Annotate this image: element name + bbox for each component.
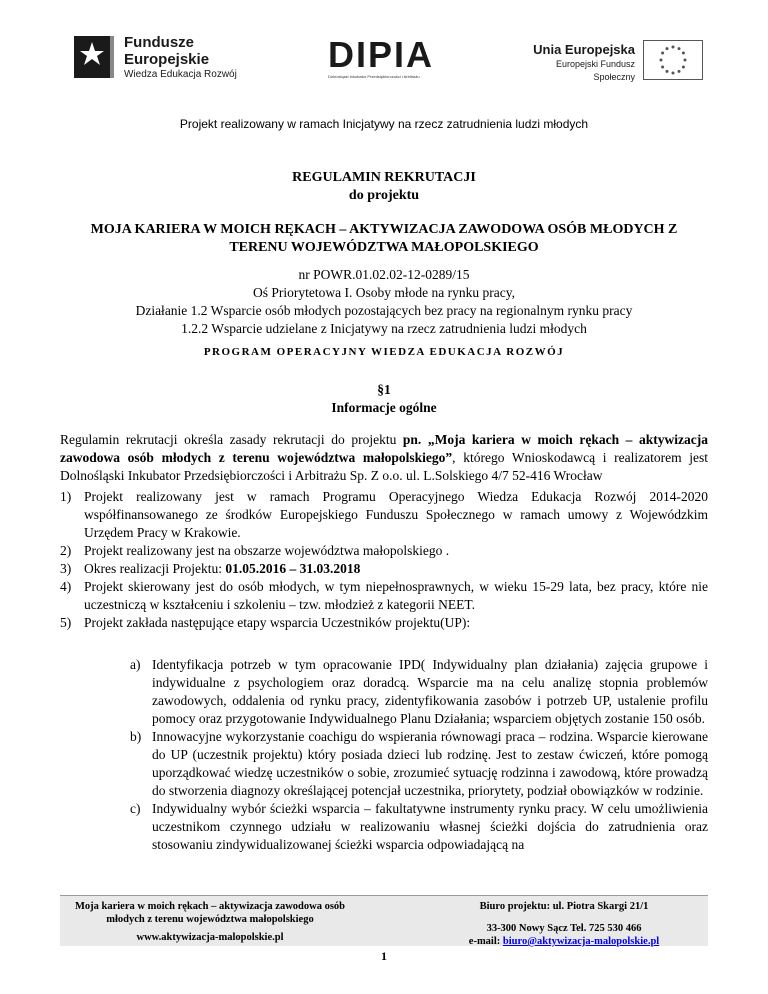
support-stages-list	[130, 656, 708, 854]
list-item-text: Projekt skierowany jest do osób młodych, w tym niepełnosprawnych, w wieku 15-29 lata, bez pracy, które nie uczestniczą w kształceniu i szkoleniu – tzw. młodzież z kategorii NEET.	[84, 579, 708, 612]
footer-project-name	[60, 900, 360, 926]
list-item	[60, 542, 708, 560]
footer-project-name-line1: Moja kariera w moich rękach – aktywizacja zawodowa osób	[74, 901, 346, 912]
page-footer	[60, 895, 708, 946]
list-item-number: 1)	[60, 489, 72, 504]
dipia-logo-word: DIPIA	[328, 34, 435, 75]
dipia-logo-subtitle: Dolnośląski Inkubator Przedsiębiorczości i Arbitrażu	[328, 74, 420, 79]
sublist-item-letter: a)	[130, 657, 141, 672]
list-item-text: Projekt zakłada następujące etapy wsparcia Uczestników projektu(UP):	[84, 615, 471, 630]
sublist-item-text: Innowacyjne wykorzystanie coachigu do wspierania równowagi praca – rodzina. Wsparcie kierowane do UP (uczestnik projektu) który posiada dzieci lub rodzinę. Jest to zestaw ćwiczeń, które pomogą uporządkować wiedzę uczestników o sobie, zrozumieć sytuację rodzinna i zawodową, które prowadzą do stworzenia diagnozy określającej potencjał uczestnika, priorytety, podział obowiązków w rodzinie.	[152, 729, 708, 798]
fundusze-europejskie-logo	[72, 30, 272, 90]
priority-axis: Oś Priorytetowa I. Osoby młode na rynku pracy,	[253, 285, 515, 300]
footer-office-address: Biuro projektu: ul. Piotra Skargi 21/1	[479, 901, 649, 912]
sublist-item	[130, 728, 708, 800]
footer-phone: 33-300 Nowy Sącz Tel. 725 530 466	[486, 923, 642, 934]
document-subtitle: do projektu	[348, 188, 420, 203]
intro-paragraph	[60, 431, 708, 485]
list-item-text: Projekt realizowany jest na obszarze województwa małopolskiego .	[84, 543, 450, 558]
intro-text-start: Regulamin rekrutacji określa zasady rekrutacji do projektu	[60, 432, 403, 447]
footer-website: www.aktywizacja-malopolskie.pl	[136, 932, 284, 943]
list-item	[60, 488, 708, 542]
ue-logo-line1: Unia Europejska	[533, 42, 635, 57]
list-item-number: 3)	[60, 561, 72, 576]
intro-text-end: , którego Wnioskodawcą i realizatorem jest Dolnośląski Inkubator Przedsiębiorczości i Arbitrażu Sp. Z o.o. ul. L.Solskiego 4/7 52-416 Wrocław	[60, 450, 708, 483]
project-title-line1: MOJA KARIERA W MOICH RĘKACH – AKTYWIZACJA ZAWODOWA OSÓB MŁODYCH Z	[90, 222, 678, 237]
project-title-line2: TERENU WOJEWÓDZTWA MAŁOPOLSKIEGO	[229, 240, 539, 255]
sublist-item-letter: c)	[130, 801, 141, 816]
list-item-text: Okres realizacji Projektu:	[84, 561, 226, 576]
measure-line: Działanie 1.2 Wsparcie osób młodych pozostających bez pracy na regionalnym rynku pracy	[135, 303, 633, 318]
list-item	[60, 560, 708, 578]
submeasure-line: 1.2.2 Wsparcie udzielane z Inicjatywy na rzecz zatrudnienia ludzi młodych	[181, 321, 587, 336]
fe-logo-line1: Fundusze	[124, 34, 194, 51]
sublist-item-text: Identyfikacja potrzeb w tym opracowanie IPD( Indywidualny plan działania) zajęcia grupowe i indywidualne z psychologiem oraz doradcą. Wsparcie ma na celu analizę stopnia problemów zawodowych, oddalenia od rynku pracy, zidentyfikowania zasobów i potrzeb UP, ustalenie profilu pomocy oraz przygotowanie Indywidualnego Planu Działania; wsparciem objętych zostanie 150 osób.	[152, 657, 708, 726]
sublist-item-text: Indywidualny wybór ścieżki wsparcia – fakultatywne instrumenty rynku pracy. W celu umożliwienia uczestnikom czynnego udziału w realizowaniu własnej ścieżki dojścia do zatrudnienia oraz stosowaniu zindywidualizowanej ścieżki wsparcia odpowiadającą na	[152, 801, 708, 852]
list-item	[60, 578, 708, 614]
footer-contact	[420, 922, 708, 948]
project-period: 01.05.2016 – 31.03.2018	[225, 561, 361, 576]
list-item-text: Projekt realizowany jest w ramach Programu Operacyjnego Wiedza Edukacja Rozwój 2014-2020 współfinansowanego ze środków Europejskiego Funduszu Społecznego w ramach umowy z Wojewódzkim Urzędem Pracy w Krakowie.	[84, 489, 708, 540]
project-funding-line: Projekt realizowany w ramach Inicjatywy na rzecz zatrudnienia ludzi młodych	[179, 117, 589, 131]
ue-logo-line2: Europejski Fundusz Społeczny	[555, 59, 635, 82]
footer-email-line	[420, 935, 708, 948]
program-name: PROGRAM OPERACYJNY WIEDZA EDUKACJA ROZWÓJ	[203, 346, 565, 358]
section-title: Informacje ogólne	[331, 400, 437, 415]
dipia-logo	[328, 36, 448, 86]
footer-project-name-line2: młodych z terenu województwa małopolskiego	[106, 914, 314, 925]
page-number: 1	[381, 949, 387, 963]
project-number: nr POWR.01.02.02-12-0289/15	[298, 267, 470, 282]
list-item	[60, 614, 708, 632]
eu-flag-icon	[643, 40, 703, 80]
fundusze-europejskie-star-icon	[72, 32, 116, 82]
list-item-number: 4)	[60, 579, 72, 594]
footer-email-label: e-mail:	[468, 936, 503, 947]
intro-text-bold: pn. „Moja kariera w moich rękach – aktywizacja zawodowa osób młodych z terenu województwa małopolskiego”	[60, 432, 708, 465]
sublist-item	[130, 800, 708, 854]
document-title: REGULAMIN REKRUTACJI	[292, 170, 476, 185]
fe-logo-line2: Europejskie	[124, 51, 210, 68]
sublist-item-letter: b)	[130, 729, 142, 744]
footer-email-link[interactable]: biuro@aktywizacja-malopolskie.pl	[502, 936, 660, 947]
fe-logo-line3: Wiedza Edukacja Rozwój	[124, 69, 237, 80]
list-item-number: 2)	[60, 543, 72, 558]
sublist-item	[130, 656, 708, 728]
list-item-number: 5)	[60, 615, 72, 630]
general-info-list	[60, 488, 708, 632]
section-number: §1	[377, 382, 391, 397]
unia-europejska-logo	[515, 42, 705, 92]
